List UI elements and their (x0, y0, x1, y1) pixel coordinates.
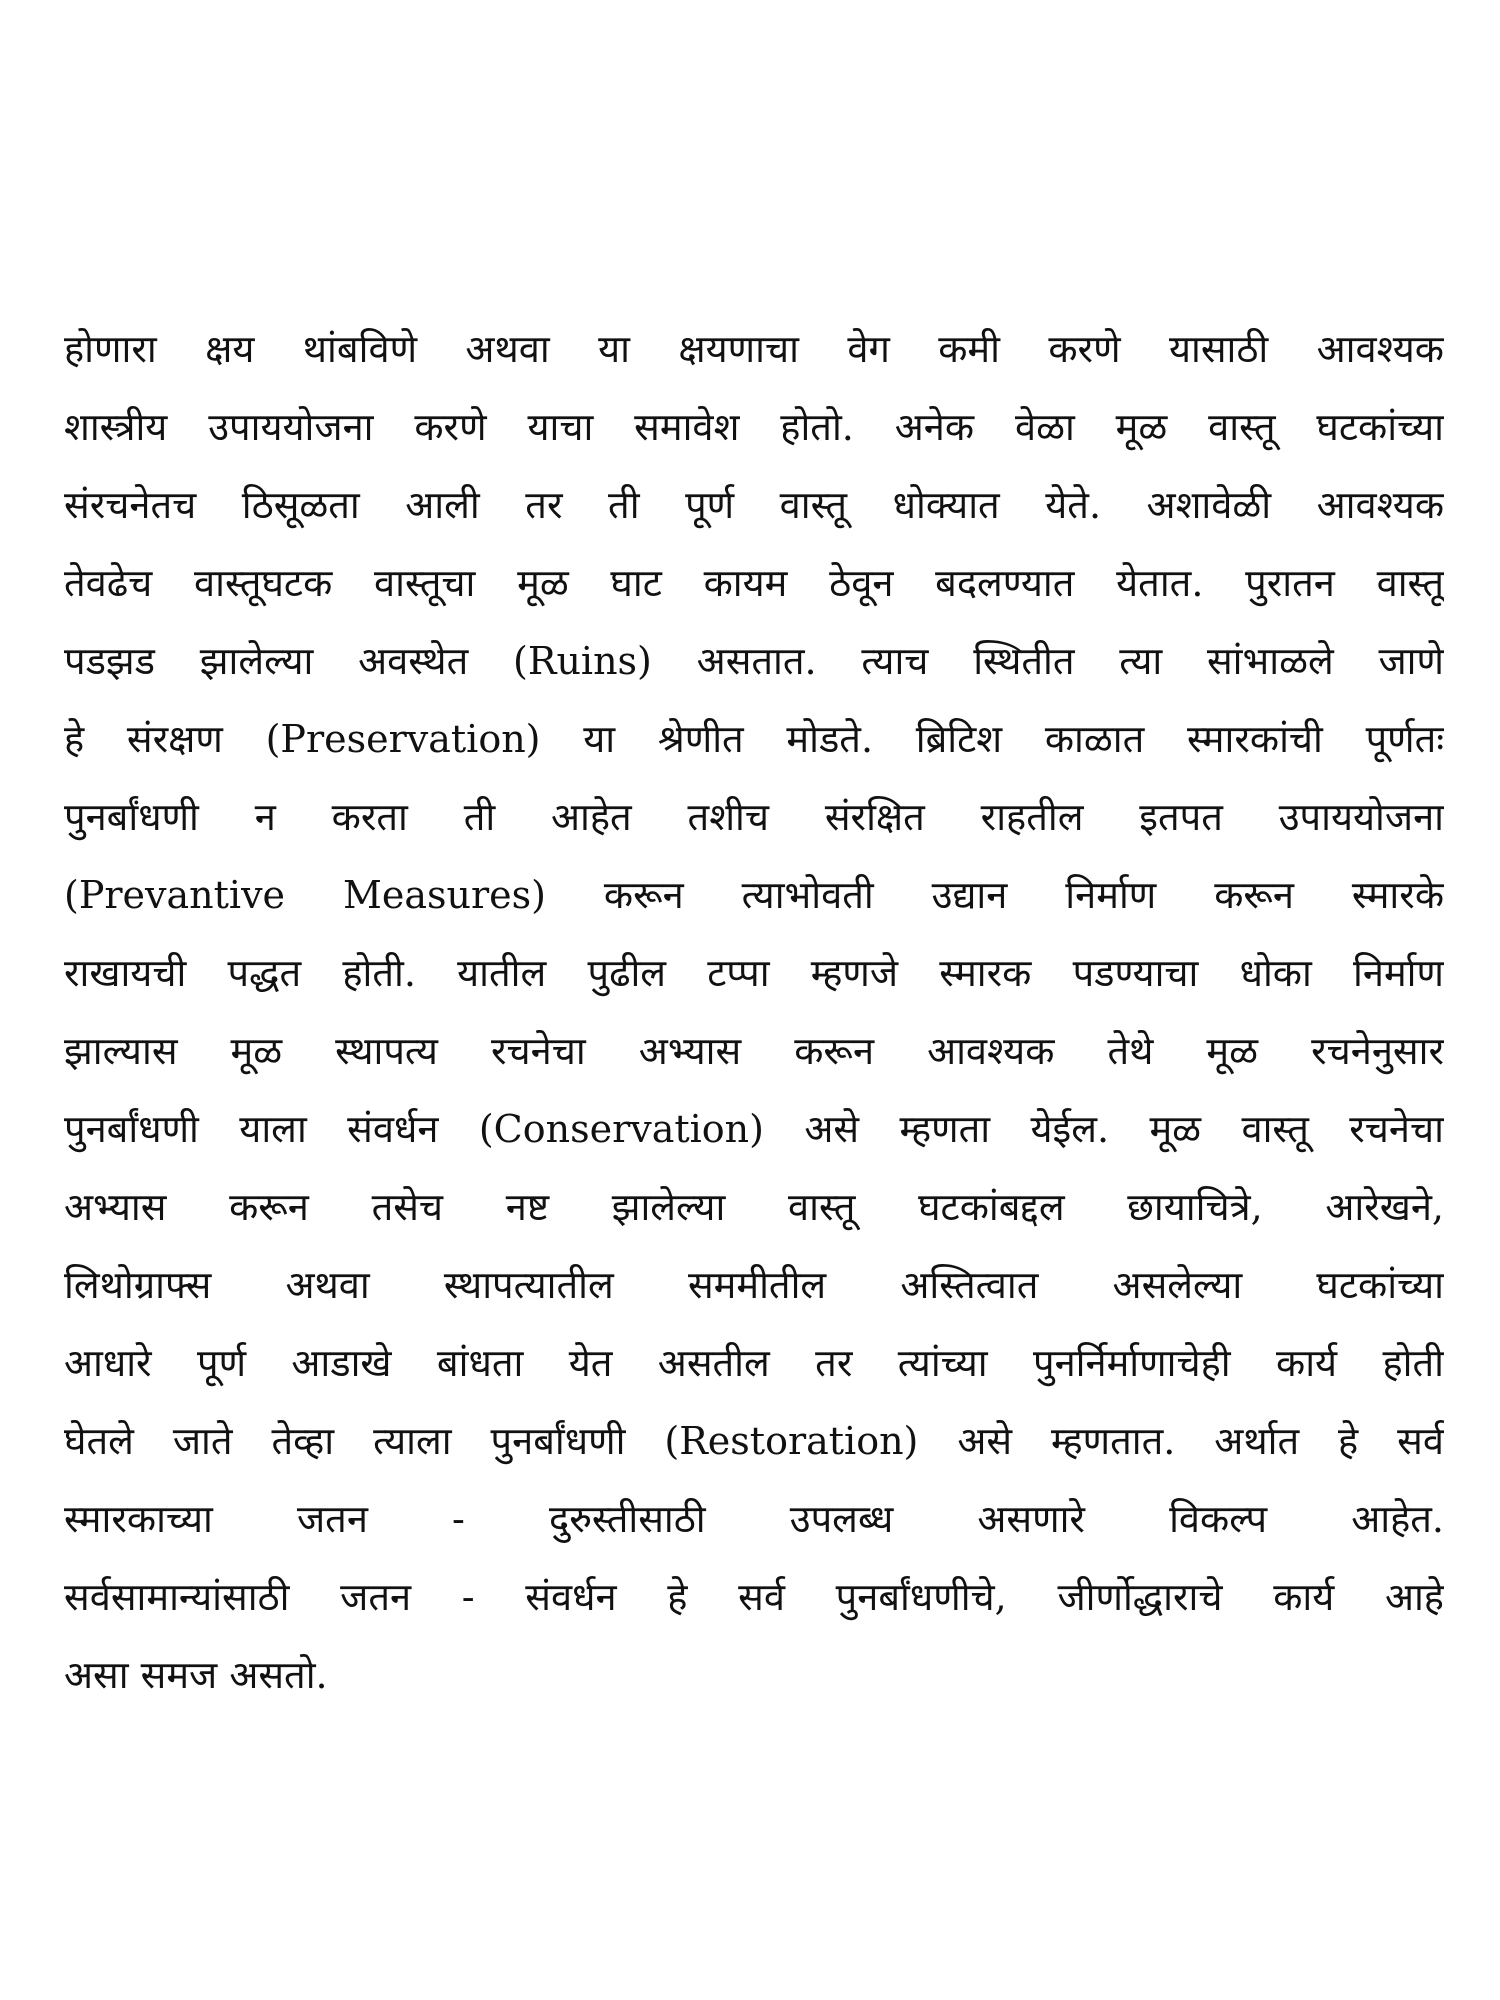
text-line: हे संरक्षण (Preservation) या श्रेणीत मोडते. ब्रिटिश काळात स्मारकांची पूर्णतः (64, 717, 1444, 761)
text-line: तेवढेच वास्तूघटक वास्तूचा मूळ घाट कायम ठेवून बदलण्यात येतात. पुरातन वास्तू (64, 561, 1444, 605)
text-line: संरचनेतच ठिसूळता आली तर ती पूर्ण वास्तू धोक्यात येते. अशावेळी आवश्यक (64, 483, 1444, 527)
text-line: सर्वसामान्यांसाठी जतन - संवर्धन हे सर्व पुनर्बांधणीचे, जीर्णोद्धाराचे कार्य आहे (64, 1575, 1444, 1619)
text-line: (Prevantive Measures) करून त्याभोवती उद्यान निर्माण करून स्मारके (64, 873, 1444, 917)
text-line: पुनर्बांधणी न करता ती आहेत तशीच संरक्षित राहतील इतपत उपाययोजना (64, 795, 1444, 839)
text-line: अभ्यास करून तसेच नष्ट झालेल्या वास्तू घटकांबद्दल छायाचित्रे, आरेखने, (64, 1185, 1444, 1229)
text-line: घेतले जाते तेव्हा त्याला पुनर्बांधणी (Restoration) असे म्हणतात. अर्थात हे सर्व (64, 1419, 1444, 1463)
body-paragraph (64, 310, 1444, 1714)
text-line: राखायची पद्धत होती. यातील पुढील टप्पा म्हणजे स्मारक पडण्याचा धोका निर्माण (64, 951, 1444, 995)
text-line: लिथोग्राफ्स अथवा स्थापत्यातील सममीतील अस्तित्वात असलेल्या घटकांच्या (64, 1263, 1444, 1307)
text-line: झाल्यास मूळ स्थापत्य रचनेचा अभ्यास करून आवश्यक तेथे मूळ रचनेनुसार (64, 1029, 1444, 1073)
text-line: पडझड झालेल्या अवस्थेत (Ruins) असतात. त्याच स्थितीत त्या सांभाळले जाणे (64, 639, 1444, 683)
text-line: स्मारकाच्या जतन - दुरुस्तीसाठी उपलब्ध असणारे विकल्प आहेत. (64, 1497, 1444, 1541)
text-line: आधारे पूर्ण आडाखे बांधता येत असतील तर त्यांच्या पुनर्निर्माणाचेही कार्य होती (64, 1341, 1444, 1385)
text-line: असा समज असतो. (64, 1653, 328, 1697)
text-line: पुनर्बांधणी याला संवर्धन (Conservation) असे म्हणता येईल. मूळ वास्तू रचनेचा (64, 1107, 1444, 1151)
text-line: होणारा क्षय थांबविणे अथवा या क्षयणाचा वेग कमी करणे यासाठी आवश्यक (64, 327, 1444, 371)
text-line: शास्त्रीय उपाययोजना करणे याचा समावेश होतो. अनेक वेळा मूळ वास्तू घटकांच्या (64, 405, 1444, 449)
